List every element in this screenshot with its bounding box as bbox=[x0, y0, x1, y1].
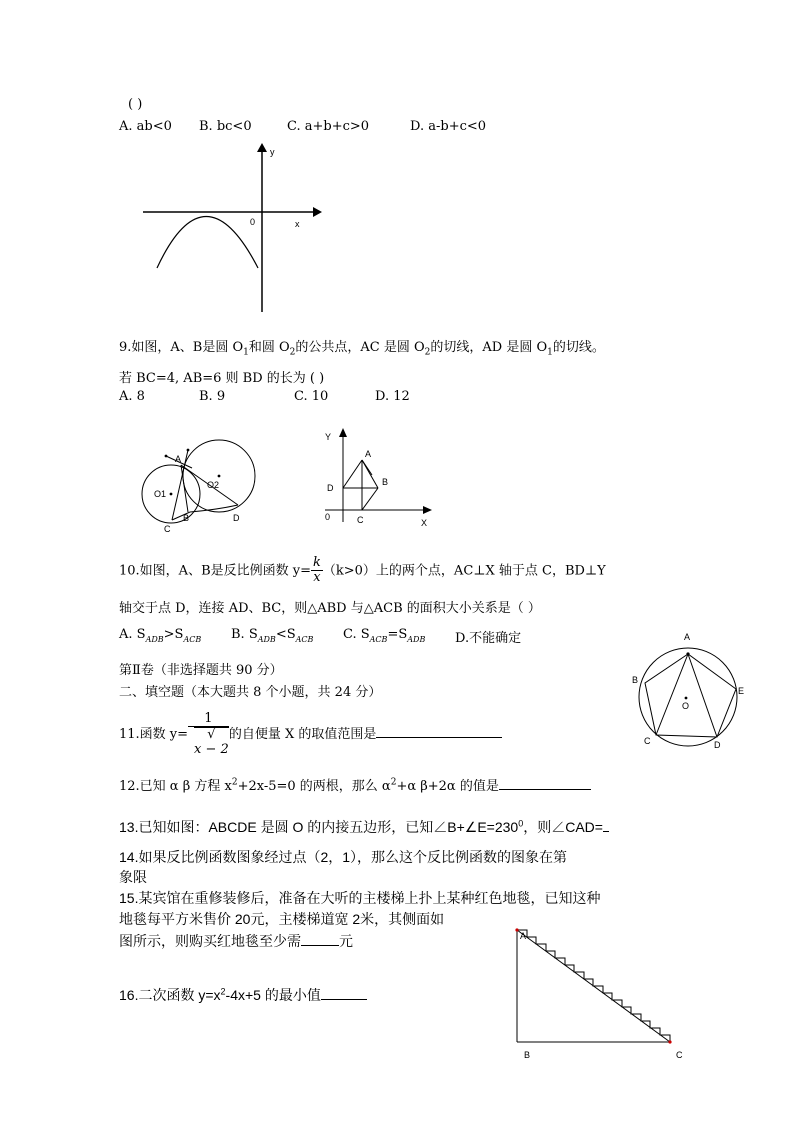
pentagon-A: A bbox=[684, 632, 691, 642]
q9-line2: 若 BC=4, AB=6 则 BD 的长为 ( ) bbox=[119, 371, 325, 386]
q8-paren: ( ) bbox=[128, 97, 143, 112]
pentagon-E: E bbox=[738, 686, 745, 696]
stairs-A: A bbox=[520, 931, 527, 941]
q9-fig2-X: X bbox=[421, 518, 428, 528]
q11-fraction: 1 √ x − 2 bbox=[188, 712, 229, 757]
q16-answer-blank[interactable] bbox=[321, 999, 367, 1000]
q9-fig1-O2: O2 bbox=[207, 480, 220, 490]
q9-fig1-O1: O1 bbox=[154, 489, 167, 499]
q15-line3: 图所示，则购买红地毯至少需 元 bbox=[119, 933, 353, 949]
pentagon-C: C bbox=[644, 736, 651, 746]
q9-line1: 9.如图，A、B是圆 $O_1$和圆 $O_2$的公共点，AC 是圆 $O_2$的切线，AD 是圆 $O_1$的切线。 bbox=[119, 340, 605, 358]
q10-option-b: B. $S_{ADB}<S_{ACB}$ bbox=[231, 627, 314, 644]
q15-line1: 15.某宾馆在重修装修后，准备在大听的主楼梯上扑上某种红色地毯，已知这种 bbox=[119, 890, 601, 906]
stairs-C: C bbox=[676, 1050, 683, 1060]
q10-fraction: $\frac{k}{x}$ bbox=[313, 555, 321, 586]
q9-option-b: B. 9 bbox=[199, 389, 226, 404]
q15-line2: 地毯每平方米售价 20元，主楼梯道宽 2米，其侧面如 bbox=[119, 911, 445, 927]
q8-option-c: C. a+b+c>0 bbox=[287, 119, 370, 134]
q9-fig1-D: D bbox=[233, 513, 240, 523]
pentagon-D: D bbox=[714, 740, 721, 750]
part2-section-heading: 二、填空题（本大题共 8 个小题，共 24 分） bbox=[119, 685, 382, 700]
part2-title: 第Ⅱ卷（非选择题共 90 分） bbox=[119, 663, 283, 678]
q9-option-c: C. 10 bbox=[294, 389, 329, 404]
q9-option-d: D. 12 bbox=[375, 389, 410, 404]
q12-line: 12.已知 α β 方程 $x^2+2x-5=0$ 的两根，那么 $\alpha^2+\alpha$ β+2α 的值是 bbox=[119, 775, 591, 794]
q8-origin-label: 0 bbox=[250, 217, 256, 227]
q11-line: 11.函数 y= 1 √ x − 2 的自便量 X 的取值范围是 bbox=[119, 712, 502, 757]
q9-fig1-B: B bbox=[183, 513, 190, 523]
q10-line2: 轴交于点 D，连接 AD、BC，则△ABD 与△ACB 的面积大小关系是（ ） bbox=[119, 601, 541, 616]
q9-fig2-C: C bbox=[357, 515, 364, 525]
q9-fig1-C: C bbox=[164, 524, 171, 534]
q9-fig1-A: A bbox=[175, 454, 182, 464]
q8-option-b: B. bc<0 bbox=[199, 119, 252, 134]
pentagon-O: O bbox=[682, 701, 690, 711]
q9-fig2-B: B bbox=[382, 477, 389, 487]
q8-y-label: y bbox=[270, 147, 275, 157]
q9-option-a: A. 8 bbox=[119, 389, 145, 404]
q10-line1: 10.如图，A、B是反比例函数 y= $\frac{k}{x}$ （k>0）上的两个点，AC⊥X 轴于点 C，BD⊥Y bbox=[119, 555, 606, 586]
q9-fig2-O: 0 bbox=[325, 512, 331, 522]
q10-option-a: A. $S_{ADB}>S_{ACB}$ bbox=[119, 627, 202, 644]
q9-fig2-A: A bbox=[365, 449, 372, 459]
q10-option-c: C. $S_{ACB}=S_{ADB}$ bbox=[343, 627, 426, 644]
stairs-B: B bbox=[524, 1050, 531, 1060]
q10-option-d: D.不能确定 bbox=[455, 631, 522, 646]
q14-line1: 14.如果反比例函数图象经过点（2，1），那么这个反比例函数的图象在第 bbox=[119, 849, 568, 865]
q8-option-a: A. ab<0 bbox=[119, 119, 172, 134]
q14-line2: 象限 bbox=[119, 869, 147, 885]
q9-fig2-D: D bbox=[327, 483, 334, 493]
q9-fig2-Y: Y bbox=[325, 432, 332, 442]
pentagon-B: B bbox=[632, 675, 639, 685]
q16-line: 16.二次函数 $y=x^2-4x+5$ 的最小值 bbox=[119, 985, 367, 1005]
q8-option-d: D. a-b+c<0 bbox=[410, 119, 487, 134]
q13-line: 13.已知如图：ABCDE 是圆 O 的内接五边形，已知$\angle B+\angle E=230^0$，则∠CAD= bbox=[119, 817, 609, 837]
q8-x-label: x bbox=[295, 219, 300, 229]
